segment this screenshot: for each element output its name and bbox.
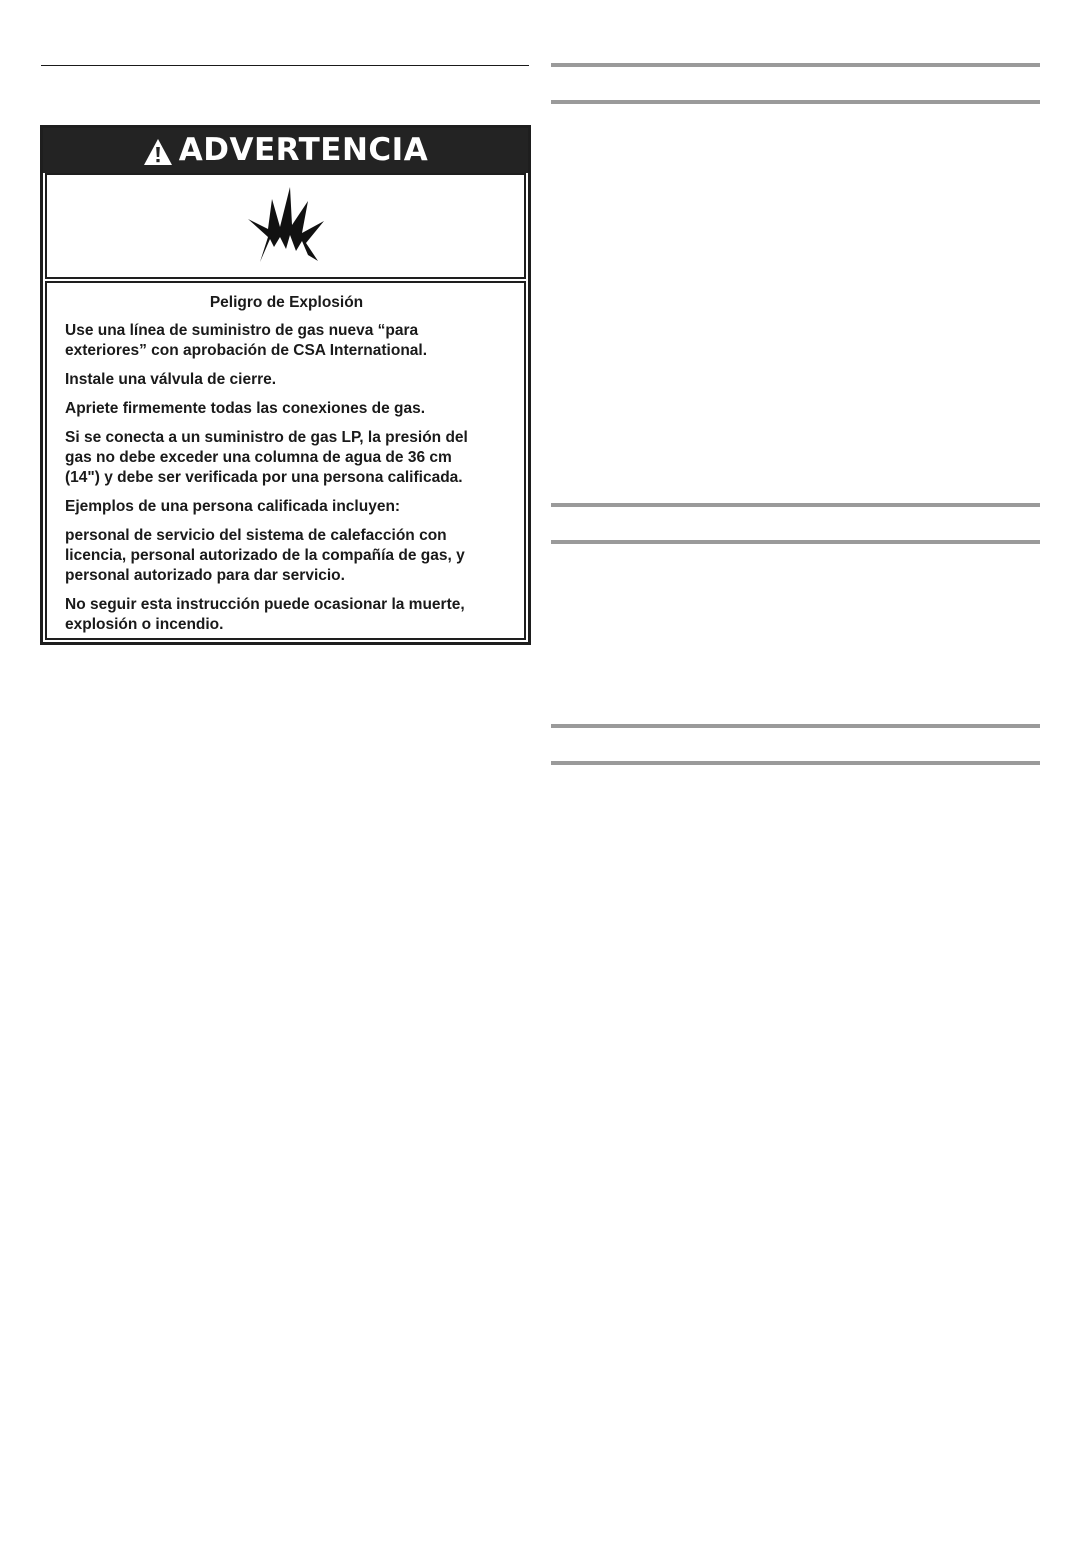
section-divider-left [41, 65, 529, 66]
section-bar-top-1 [551, 63, 1040, 67]
text-line: licencia, personal autorizado de la compañía de gas, y [65, 547, 465, 564]
hazard-icon-panel [45, 173, 526, 279]
alert-triangle-icon [143, 138, 173, 166]
hazard-title: Peligro de Explosión [209, 294, 364, 311]
text-line: personal de servicio del sistema de calefacción con [65, 527, 447, 544]
consequence-statement [65, 595, 508, 635]
warning-text-panel [45, 281, 526, 640]
qualified-person-heading: Ejemplos de una persona calificada incluyen: [65, 498, 401, 515]
instruction-tighten-connections: Apriete firmemente todas las conexiones de gas. [65, 400, 426, 417]
section-bar-bottom-1 [551, 100, 1040, 104]
text-line: gas no debe exceder una columna de agua de 36 cm [65, 449, 452, 466]
text-line: (14") y debe ser verificada por una persona calificada. [65, 469, 463, 486]
instruction-lp-pressure [65, 428, 508, 488]
instruction-new-gas-line [65, 321, 508, 361]
text-line: No seguir esta instrucción puede ocasionar la muerte, [65, 596, 465, 613]
section-bar-bottom-3 [551, 761, 1040, 765]
text-line: Use una línea de suministro de gas nueva “para [65, 322, 419, 339]
warning-header [43, 128, 528, 173]
section-bar-top-3 [551, 724, 1040, 728]
explosion-icon [244, 185, 328, 267]
instruction-shutoff-valve: Instale una válvula de cierre. [65, 371, 277, 388]
qualified-person-examples [65, 526, 508, 586]
section-bar-top-2 [551, 503, 1040, 507]
warning-title: ADVERTENCIA [178, 132, 429, 168]
section-bar-bottom-2 [551, 540, 1040, 544]
text-line: explosión o incendio. [65, 616, 224, 633]
text-line: Si se conecta a un suministro de gas LP, la presión del [65, 429, 468, 446]
text-line: personal autorizado para dar servicio. [65, 567, 345, 584]
text-line: exteriores” con aprobación de CSA International. [65, 342, 428, 359]
warning-box [40, 125, 531, 645]
